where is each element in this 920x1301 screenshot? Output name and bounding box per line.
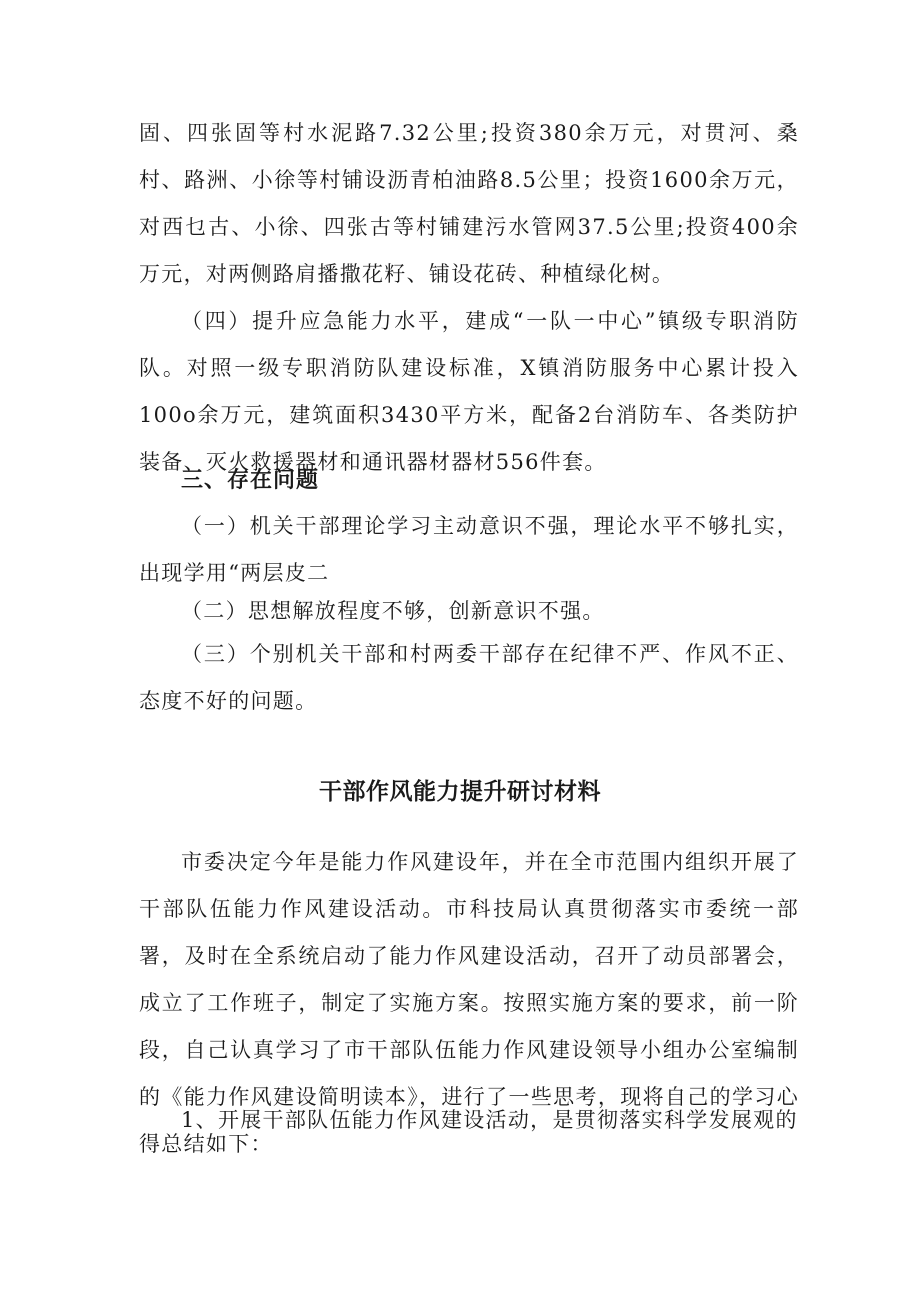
article-title: 干部作风能力提升研讨材料 bbox=[319, 779, 601, 805]
problem-item-1: （一）机关干部理论学习主动意识不强，理论水平不够扎实，出现学用“两层皮二 bbox=[139, 514, 799, 585]
problem-item-3: （三）个别机关干部和村两委干部存在纪律不严、作风不正、态度不好的问题。 bbox=[139, 642, 799, 713]
problem-item-2: （二）思想解放程度不够，创新意识不强。 bbox=[181, 599, 605, 623]
section-heading-problems: 三、存在问题 bbox=[181, 468, 320, 493]
paragraph-emergency-capacity: （四）提升应急能力水平，建成“一队一中心”镇级专职消防队。对照一级专职消防队建设标准，X镇消防服务中心累计投入100o余万元，建筑面积3430平方米，配备2台消防车、各类防护装备、灭火救援器材和通讯器材器材556件套。 bbox=[139, 309, 799, 474]
article-intro-paragraph: 市委决定今年是能力作风建设年，并在全市范围内组织开展了干部队伍能力作风建设活动。市科技局认真贯彻落实市委统一部署，及时在全系统启动了能力作风建设活动，召开了动员部署会，成立了工作班子，制定了实施方案。按照实施方案的要求，前一阶段，自己认真学习了市干部队伍能力作风建设领导小组办公室编制的《能力作风建设简明读本》，进行了一些思考，现将自己的学习心得总结如下： bbox=[139, 850, 799, 1156]
article-point-one: 1、开展干部队伍能力作风建设活动，是贯彻落实科学发展观的 bbox=[181, 1108, 798, 1132]
paragraph-road-construction: 固、四张固等村水泥路7.32公里;投资380余万元，对贯河、桑村、路洲、小徐等村铺设沥青柏油路8.5公里；投资1600余万元，对西乜古、小徐、四张古等村铺建污水管网37.5公里;投资400余万元，对两侧路肩播撒花籽、铺设花砖、种植绿化树。 bbox=[139, 121, 799, 286]
